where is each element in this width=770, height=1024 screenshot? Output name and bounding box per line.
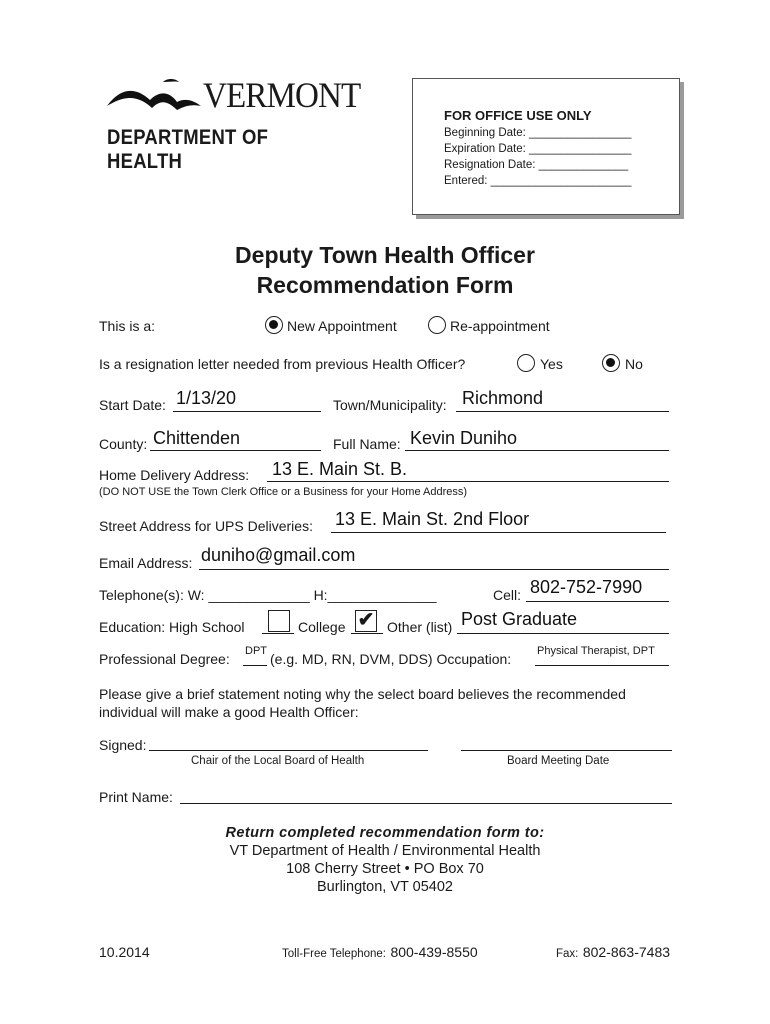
email-line	[199, 569, 669, 570]
return-heading: Return completed recommendation form to:	[225, 825, 545, 841]
fax-label: Fax:	[556, 948, 579, 960]
cell-line	[526, 601, 669, 602]
home-address-line	[267, 481, 669, 482]
county-input[interactable]: Chittenden	[153, 428, 241, 448]
entered-field: Entered: ______________________	[444, 175, 632, 187]
occupation-line	[535, 665, 669, 666]
home-address-label: Home Delivery Address:	[99, 467, 250, 483]
education-label: Education: High School	[99, 619, 245, 635]
college-checkbox[interactable]: ✔	[355, 610, 377, 632]
yes-radio[interactable]	[517, 354, 535, 372]
other-education-input[interactable]: Post Graduate	[461, 609, 578, 629]
full-name-label: Full Name:	[333, 436, 401, 452]
home-address-input[interactable]: 13 E. Main St. B.	[272, 459, 408, 479]
resignation-date-field: Resignation Date: ______________	[444, 159, 629, 171]
college-line	[351, 633, 383, 634]
telephone-label: Telephone(s): W: _____________ H:______________	[99, 587, 437, 603]
email-input[interactable]: duniho@gmail.com	[201, 545, 356, 565]
statement-line2: individual will make a good Health Officer:	[99, 704, 359, 720]
return-line3: Burlington, VT 05402	[317, 879, 453, 895]
email-label: Email Address:	[99, 555, 193, 571]
degree-line	[243, 665, 267, 666]
expiration-date-field: Expiration Date: ________________	[444, 143, 632, 155]
college-label: College	[298, 619, 346, 635]
home-address-note: (DO NOT USE the Town Clerk Office or a Business for your Home Address)	[99, 486, 468, 498]
return-line2: 108 Cherry Street • PO Box 70	[286, 861, 484, 877]
start-date-input[interactable]: 1/13/20	[176, 388, 237, 408]
resignation-question: Is a resignation letter needed from previous Health Officer?	[99, 356, 466, 372]
meeting-date-line[interactable]	[461, 750, 672, 751]
no-label: No	[625, 356, 643, 372]
fax-number: 802-863-7483	[582, 944, 671, 960]
reappointment-label: Re-appointment	[450, 318, 550, 334]
form-version: 10.2014	[99, 944, 150, 960]
ups-address-label: Street Address for UPS Deliveries:	[99, 518, 313, 534]
tollfree-number: 800-439-8550	[390, 944, 478, 960]
town-line	[456, 411, 669, 412]
degree-label: Professional Degree:	[99, 651, 230, 667]
signature-line[interactable]	[149, 750, 428, 751]
degree-input[interactable]: DPT	[245, 645, 267, 657]
other-line	[457, 633, 669, 634]
office-use-box	[412, 78, 680, 215]
occupation-input[interactable]: Physical Therapist, DPT	[537, 645, 655, 657]
logo-department: DEPARTMENT OF HEALTH	[107, 126, 269, 173]
print-name-line[interactable]	[180, 803, 672, 804]
new-appointment-label: New Appointment	[287, 318, 397, 334]
signed-label: Signed:	[99, 737, 147, 753]
chair-caption: Chair of the Local Board of Health	[191, 755, 365, 767]
town-label: Town/Municipality:	[333, 397, 447, 413]
reappointment-radio[interactable]	[428, 316, 446, 334]
high-school-line	[262, 633, 294, 634]
form-title-line2: Recommendation Form	[256, 272, 514, 298]
high-school-checkbox[interactable]	[268, 610, 290, 632]
other-label: Other (list)	[387, 619, 453, 635]
full-name-input[interactable]: Kevin Duniho	[410, 428, 518, 448]
county-label: County:	[99, 436, 148, 452]
beginning-date-field: Beginning Date: ________________	[444, 127, 632, 139]
cell-input[interactable]: 802-752-7990	[530, 577, 643, 597]
county-line	[150, 450, 321, 451]
fax-block	[556, 944, 670, 962]
return-line1: VT Department of Health / Environmental Health	[229, 843, 541, 859]
town-input[interactable]: Richmond	[462, 388, 544, 408]
mountain-bird-icon	[105, 76, 205, 116]
print-name-label: Print Name:	[99, 789, 173, 805]
office-use-title: FOR OFFICE USE ONLY	[444, 108, 592, 123]
statement-line1: Please give a brief statement noting why the select board believes the recommended	[99, 686, 626, 702]
tollfree-block	[282, 944, 478, 962]
this-is-a-label: This is a:	[99, 318, 156, 334]
yes-label: Yes	[540, 356, 563, 372]
vermont-logo	[105, 72, 365, 173]
no-radio[interactable]	[602, 354, 620, 372]
ups-address-input[interactable]: 13 E. Main St. 2nd Floor	[335, 509, 530, 529]
ups-address-line	[331, 532, 666, 533]
start-date-label: Start Date:	[99, 397, 166, 413]
logo-wordmark: VERMONT	[203, 75, 361, 115]
new-appointment-radio[interactable]	[265, 316, 283, 334]
start-date-line	[173, 411, 321, 412]
full-name-line	[405, 450, 669, 451]
meeting-caption: Board Meeting Date	[507, 755, 610, 767]
form-title-line1: Deputy Town Health Officer	[235, 242, 535, 268]
degree-example: (e.g. MD, RN, DVM, DDS) Occupation:	[270, 651, 512, 667]
tollfree-label: Toll-Free Telephone:	[282, 948, 386, 960]
cell-label: Cell:	[493, 587, 522, 603]
